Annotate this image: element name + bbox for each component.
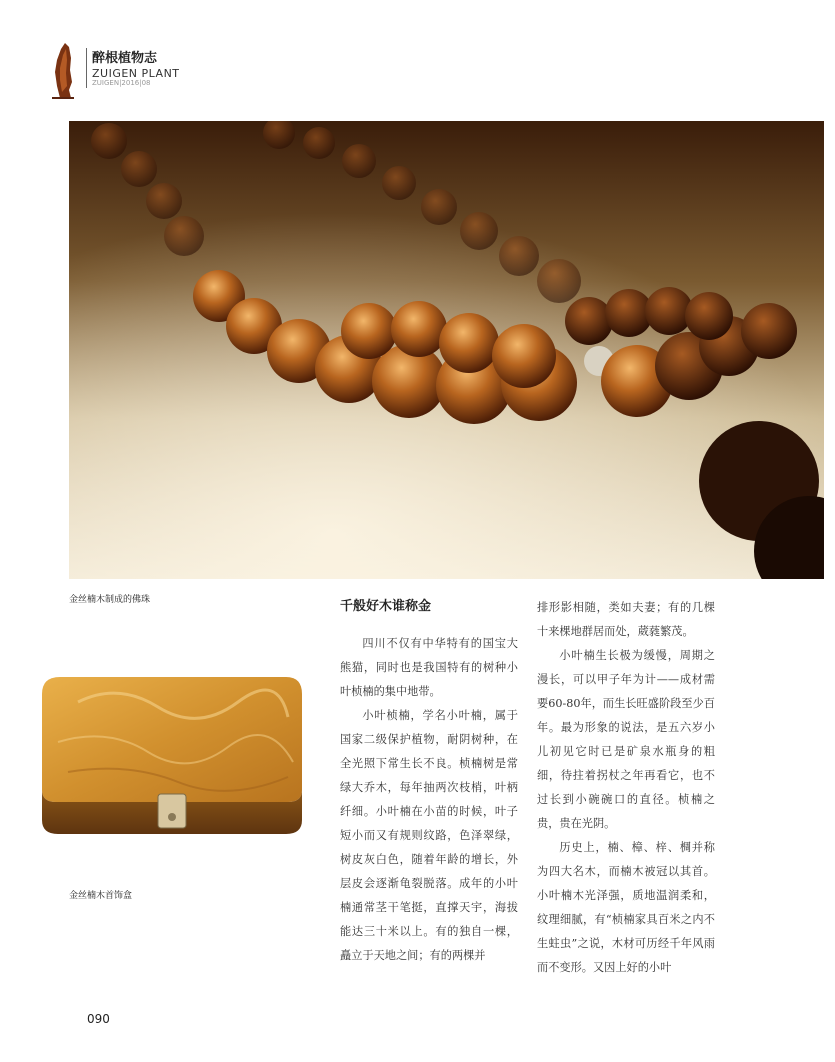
beads-caption: 金丝楠木制成的佛珠 [69,595,151,605]
article-paragraph: 小叶桢楠，学名小叶楠，属于国家二级保护植物，耐阴树种，在全光照下常生长不良。桢楠树是常绿大乔木，每年抽两次枝梢，叶柄纤细。小叶楠在小苗的时候，叶子短小而又有规则纹路，色泽翠绿，树皮灰白色，随着年龄的增长，外层皮会逐渐龟裂脱落。成年的小叶楠通常茎干笔挺，直撑天宇，海拔能达三十米以上。有的独自一棵，矗立于天地之间；有的两棵并 [340,709,518,962]
article-heading: 千般好木谁称金 [340,599,432,614]
brand-block [92,52,180,87]
page-number: 090 [87,1012,110,1026]
issue-code: ZUIGEN|2016|08 [92,79,151,87]
zuigen-root-logo-icon [48,40,78,100]
article-column-2 [537,596,715,980]
brand-title-en: ZUIGEN PLANT [92,67,180,80]
prayer-beads-photo [69,121,824,579]
box-caption: 金丝楠木首饰盒 [69,891,133,901]
article-paragraph: 排形影相随，类如夫妻；有的几棵十来棵地群居而处，葳蕤繁茂。 [537,601,715,638]
brand-title-cn: 醉根植物志 [92,51,158,66]
article-paragraph: 四川不仅有中华特有的国宝大熊猫，同时也是我国特有的树种小叶桢楠的集中地带。 [340,637,518,698]
jewelry-box-photo [38,672,306,842]
article-paragraph: 历史上，楠、樟、梓、椆并称为四大名木，而楠木被冠以其首。小叶楠木光泽强，质地温润柔和，纹理细腻，有“桢楠家具百米之内不生蛀虫”之说，木材可历经千年风雨而不变形。又因上好的小叶 [537,841,715,974]
article-column-1 [340,596,518,968]
brand-divider [86,48,87,88]
article-paragraph: 小叶楠生长极为缓慢，周期之漫长，可以甲子年为计——成材需要60-80年，而生长旺盛阶段至少百年。最为形象的说法，是五六岁小儿初见它时已是矿泉水瓶身的粗细，待拄着拐杖之年再看它，也不过长到小碗碗口的直径。桢楠之贵，贵在光阴。 [537,649,715,830]
